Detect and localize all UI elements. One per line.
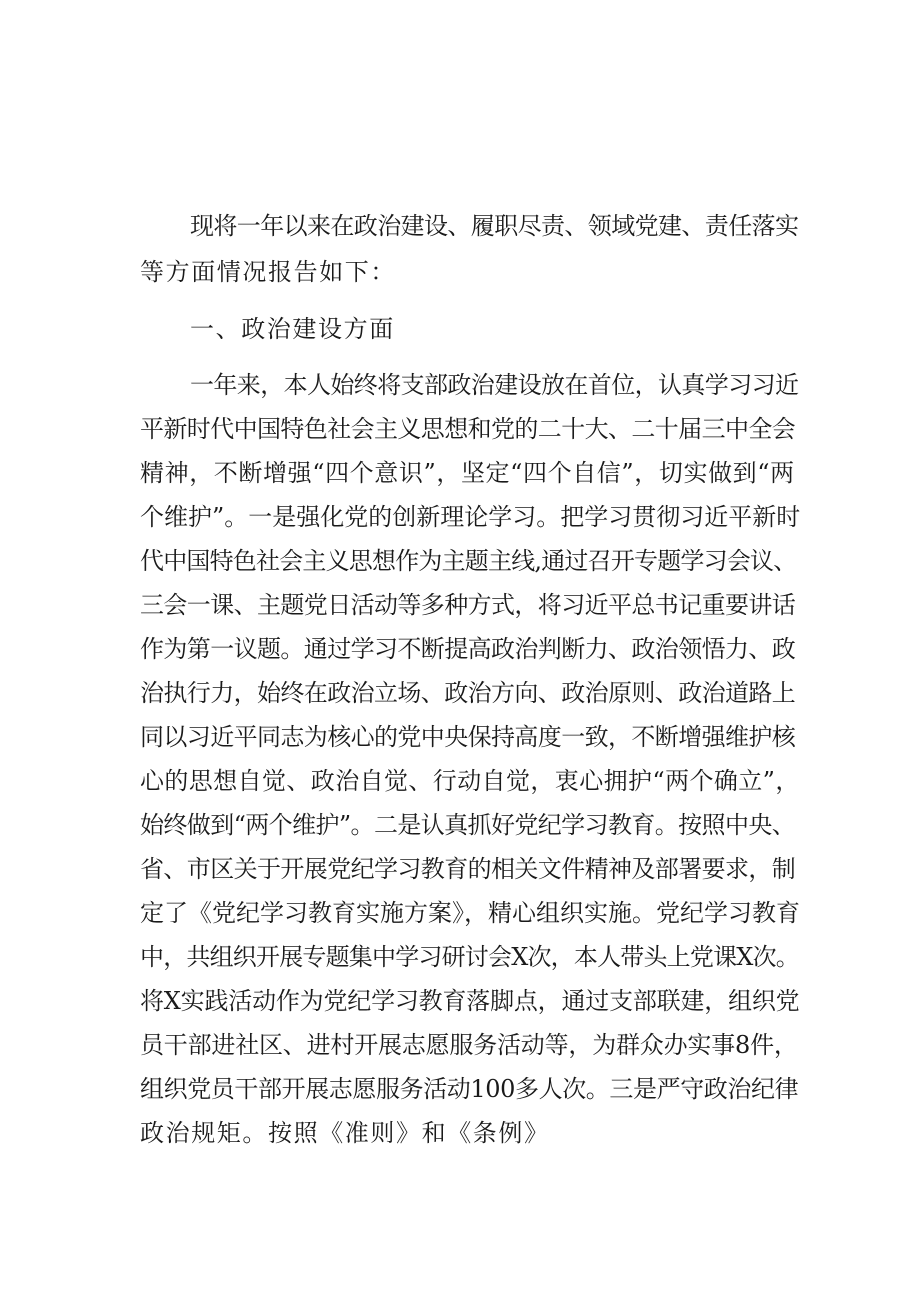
body-line-13: 定了《党纪学习教育实施方案》，精心组织实施。党纪学习教育	[140, 899, 800, 927]
body-line-6: 三会一课、主题党日活动等多种方式，将习近平总书记重要讲话	[140, 591, 796, 619]
body-line-17: 组织党员干部开展志愿服务活动100多人次。三是严守政治纪律	[140, 1075, 799, 1103]
body-line-15: 将X实践活动作为党纪学习教育落脚点，通过支部联建，组织党	[140, 987, 800, 1015]
body-line-12: 省、市区关于开展党纪学习教育的相关文件精神及部署要求，制	[140, 855, 796, 883]
body-line-11: 始终做到“两个维护”。二是认真抓好党纪学习教育。按照中央、	[140, 811, 796, 839]
body-line-1: 一年来，本人始终将支部政治建设放在首位，认真学习习近	[190, 371, 799, 399]
body-line-9: 同以习近平同志为核心的党中央保持高度一致，不断增强维护核	[140, 723, 796, 751]
body-line-4: 个维护”。一是强化党的创新理论学习。把学习贯彻习近平新时	[140, 503, 801, 531]
paragraph-intro-line-2: 等方面情况报告如下：	[140, 258, 396, 286]
body-line-5: 代中国特色社会主义思想作为主题主线,通过召开专题学习会议、	[140, 547, 797, 575]
body-line-18: 政治规矩。按照《准则》和《条例》	[140, 1119, 550, 1147]
body-line-16: 员干部进社区、进村开展志愿服务活动等，为群众办实事8件，	[140, 1031, 798, 1059]
body-line-3: 精神，不断增强“四个意识”，坚定“四个自信”，切实做到“两	[140, 459, 795, 487]
section-heading-political-construction: 一、政治建设方面	[190, 315, 395, 343]
body-line-8: 治执行力，始终在政治立场、政治方向、政治原则、政治道路上	[140, 679, 796, 707]
body-line-14: 中，共组织开展专题集中学习研讨会X次，本人带头上党课X次。	[140, 943, 799, 971]
paragraph-intro-line-1: 现将一年以来在政治建设、履职尽责、领域党建、责任落实	[190, 212, 799, 240]
body-line-7: 作为第一议题。通过学习不断提高政治判断力、政治领悟力、政	[140, 635, 796, 663]
body-line-2: 平新时代中国特色社会主义思想和党的二十大、二十届三中全会	[140, 415, 796, 443]
body-line-10: 心的思想自觉、政治自觉、行动自觉，衷心拥护“两个确立”，	[140, 767, 800, 795]
